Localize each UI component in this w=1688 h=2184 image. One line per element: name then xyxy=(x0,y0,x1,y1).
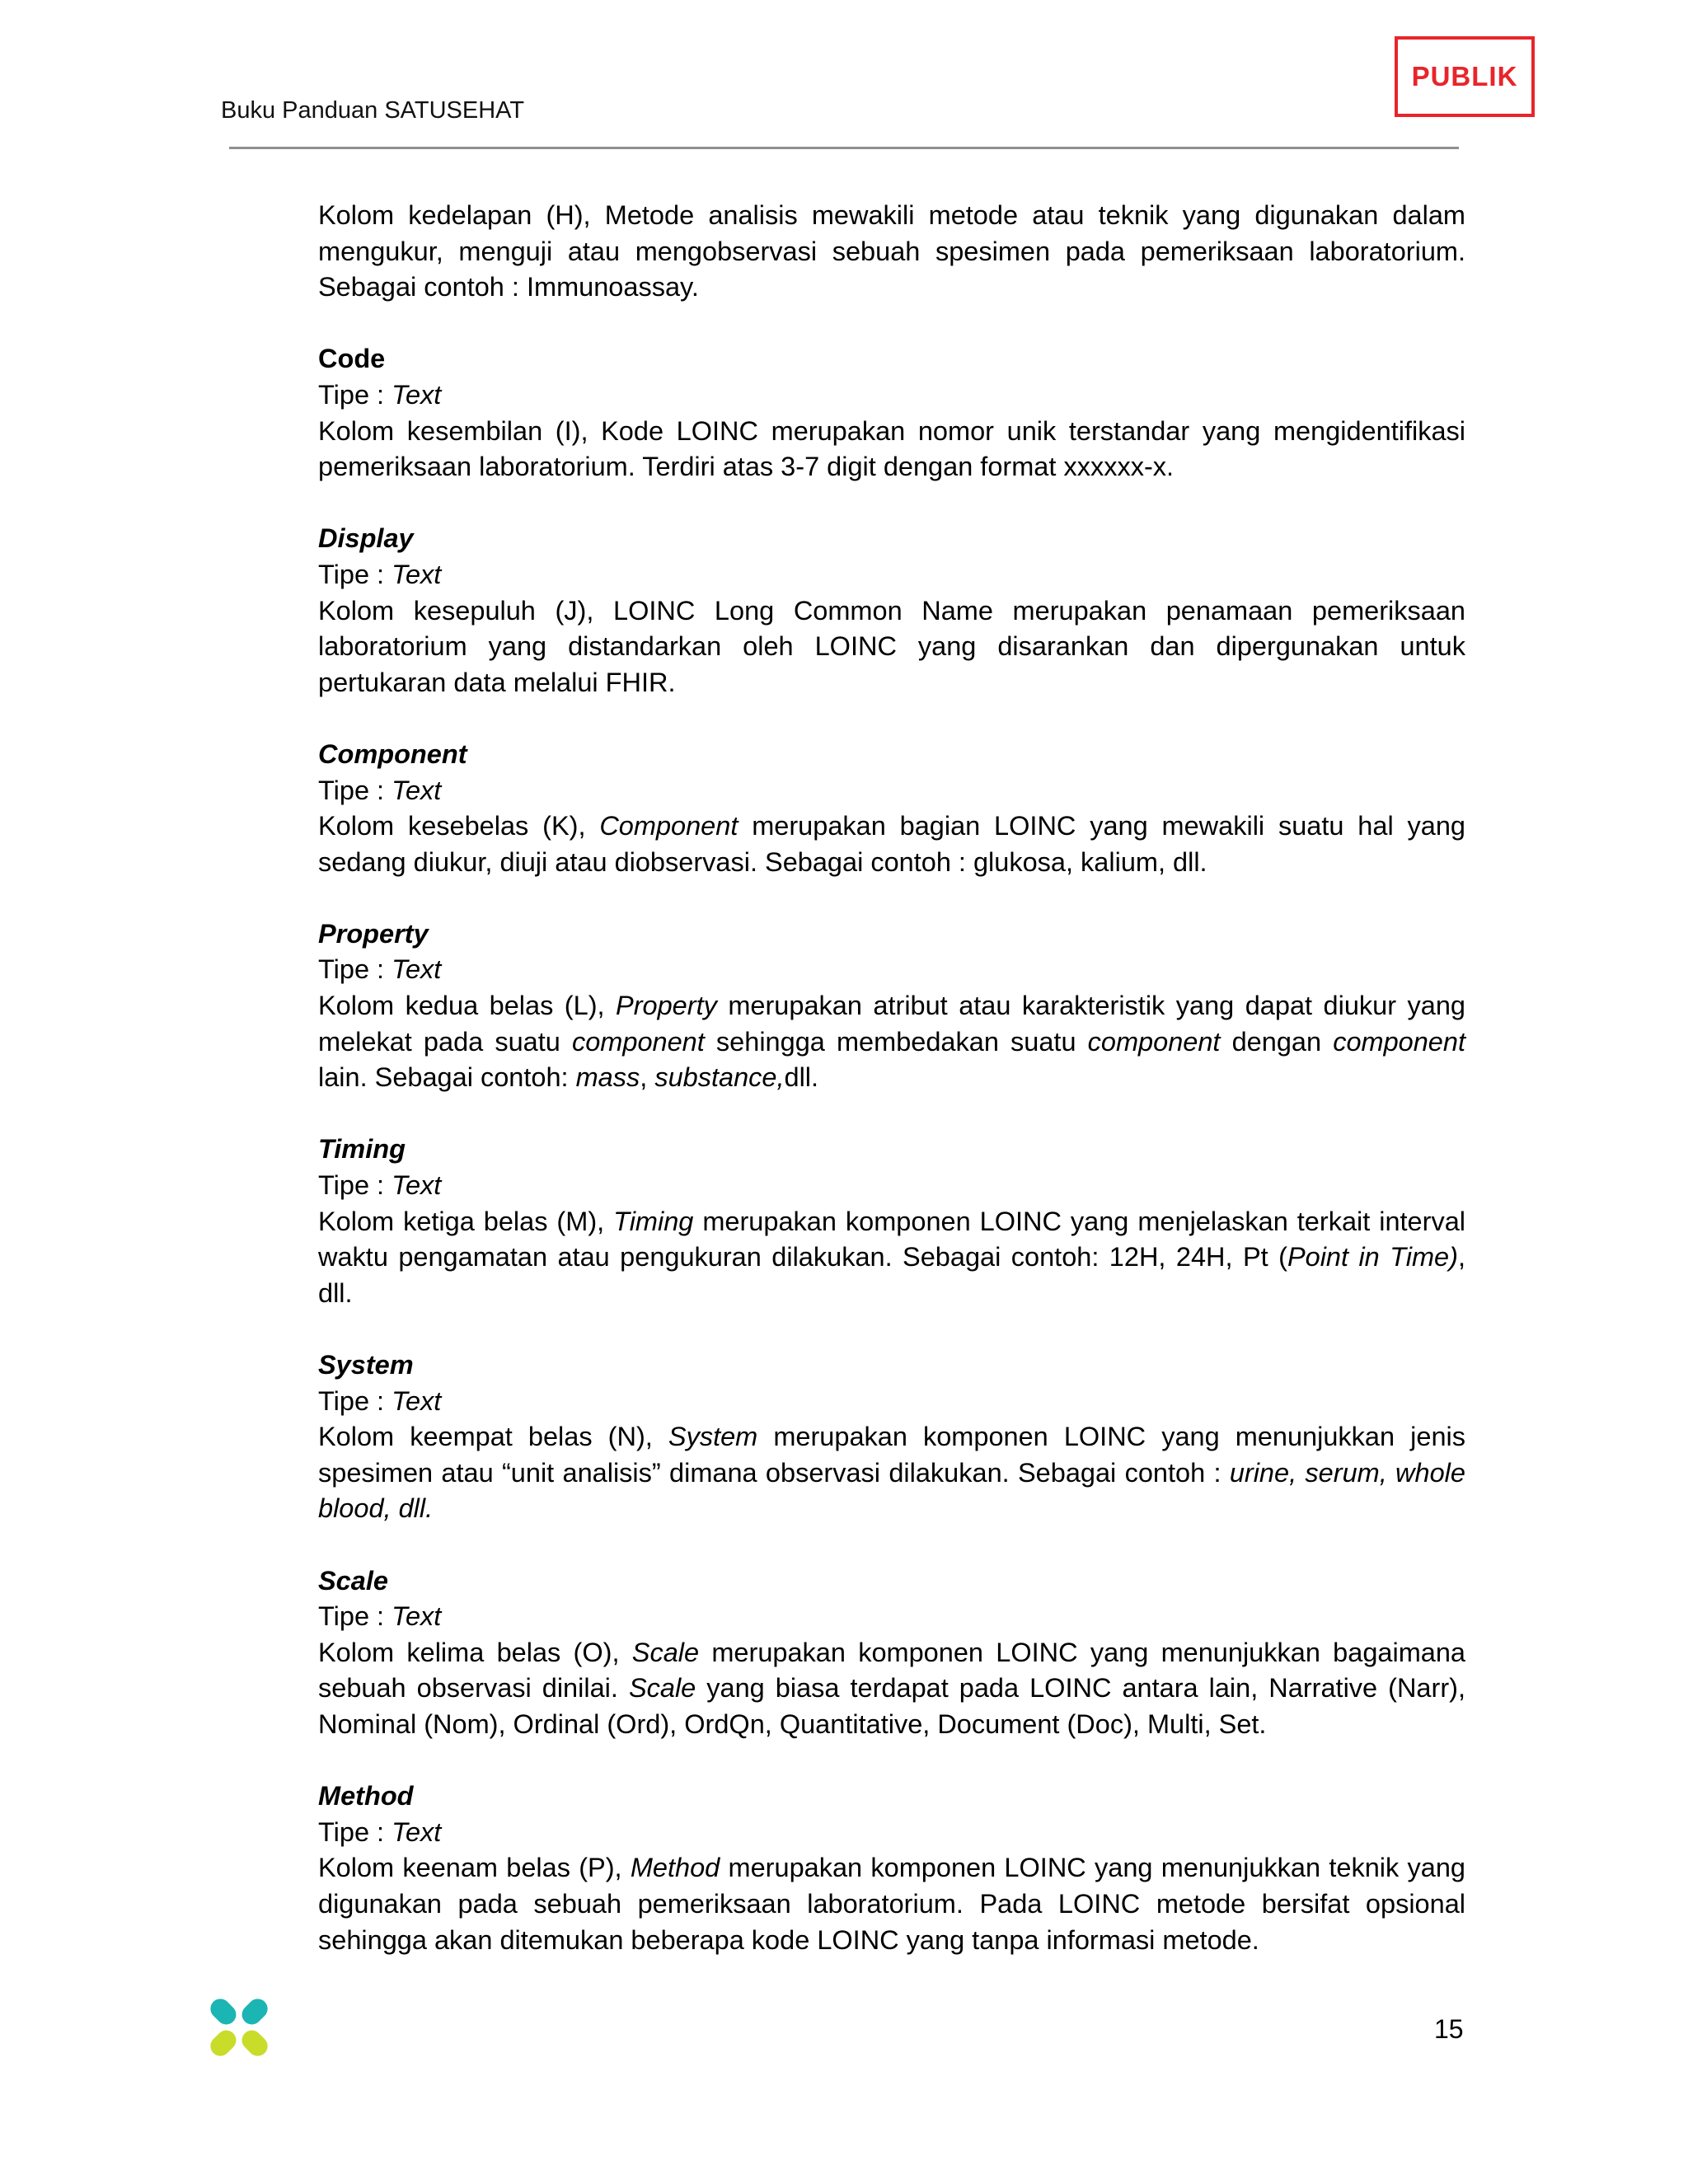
section-description xyxy=(318,988,1465,1096)
section-component xyxy=(318,737,1465,880)
text-run: sehingga membedakan suatu xyxy=(704,1026,1088,1057)
section-description xyxy=(318,1850,1465,1958)
section-heading: Timing xyxy=(318,1134,406,1165)
italic-term: Property xyxy=(616,991,717,1021)
text-run: merupakan komponen LOINC yang menjelaskan terkait interval waktu pengamatan atau pengukuran dilakukan. Sebagai contoh: 12H, 24H, Pt ( xyxy=(318,1206,1465,1272)
section-scale xyxy=(318,1563,1465,1743)
section-code xyxy=(318,341,1465,485)
section-property xyxy=(318,916,1465,1096)
italic-term: mass xyxy=(575,1062,640,1093)
type-label: Tipe : xyxy=(318,1601,392,1632)
type-label: Tipe : xyxy=(318,1170,392,1201)
text-run: Kolom kedua belas (L), xyxy=(318,991,617,1021)
header-divider xyxy=(229,147,1459,149)
type-label: Tipe : xyxy=(318,559,392,589)
text-run: Kolom kesebelas (K), xyxy=(318,811,600,841)
section-heading: Display xyxy=(318,523,414,554)
italic-term: component xyxy=(571,1026,705,1057)
document-header-title: Buku Panduan SATUSEHAT xyxy=(221,97,525,124)
italic-term: System xyxy=(668,1422,758,1452)
section-description xyxy=(318,1204,1465,1312)
italic-term: Scale xyxy=(631,1637,700,1667)
text-run: dengan xyxy=(1220,1026,1334,1057)
type-value: Text xyxy=(392,1816,442,1847)
italic-term: Point in Time) xyxy=(1287,1242,1458,1272)
text-run: Kolom keempat belas (N), xyxy=(318,1422,668,1452)
type-line xyxy=(318,1599,1465,1635)
page-content xyxy=(318,198,1465,1958)
type-line xyxy=(318,773,1465,809)
section-description: Kolom kesepuluh (J), LOINC Long Common Name merupakan penamaan pemeriksaan laboratorium yang distandarkan oleh LOINC yang disarankan dan dipergunakan untuk pertukaran data melalui FHIR. xyxy=(318,595,1465,697)
section-timing xyxy=(318,1132,1465,1311)
intro-paragraph: Kolom kedelapan (H), Metode analisis mewakili metode atau teknik yang digunakan dalam mengukur, menguji atau mengobservasi sebuah spesimen pada pemeriksaan laboratorium. Sebagai contoh : Immunoassay. xyxy=(318,200,1465,302)
type-value: Text xyxy=(392,775,442,805)
section-heading: Property xyxy=(318,918,429,949)
section-description xyxy=(318,1635,1465,1743)
text-run: Kolom kelima belas (O), xyxy=(318,1637,632,1667)
text-run: merupakan bagian LOINC yang mewakili suatu hal yang sedang diukur, diuji atau diobservasi. Sebagai contoh : glukosa, kalium, dll. xyxy=(318,811,1465,877)
page-number: 15 xyxy=(1434,2014,1464,2044)
section-heading: System xyxy=(318,1350,414,1380)
type-value: Text xyxy=(392,1385,442,1416)
type-line xyxy=(318,377,1465,414)
text-run: yang biasa terdapat pada LOINC antara lain, Narrative (Narr), Nominal (Nom), Ordinal (Ord), OrdQn, Quantitative, Document (Doc), Multi, Set. xyxy=(318,1673,1465,1739)
text-run: dll. xyxy=(784,1062,819,1093)
italic-term: Component xyxy=(599,811,738,841)
italic-term: substance, xyxy=(654,1062,785,1093)
italic-term: Method xyxy=(630,1853,720,1883)
type-label: Tipe : xyxy=(318,1385,392,1416)
type-line xyxy=(318,557,1465,593)
italic-term: urine, serum, whole blood, dll. xyxy=(318,1457,1465,1524)
type-label: Tipe : xyxy=(318,379,392,410)
type-value: Text xyxy=(392,559,442,589)
section-system xyxy=(318,1347,1465,1527)
text-run: merupakan atribut atau karakteristik yang dapat diukur yang melekat pada suatu xyxy=(318,991,1465,1057)
text-run: Kolom keenam belas (P), xyxy=(318,1853,631,1883)
type-label: Tipe : xyxy=(318,1816,392,1847)
italic-term: Scale xyxy=(628,1673,696,1704)
italic-term: component xyxy=(1087,1026,1221,1057)
type-value: Text xyxy=(392,1601,442,1632)
section-description: Kolom kesembilan (I), Kode LOINC merupakan nomor unik terstandar yang mengidentifikasi pemeriksaan laboratorium. Terdiri atas 3-7 digit dengan format xxxxxx-x. xyxy=(318,415,1465,482)
classification-badge: PUBLIK xyxy=(1395,36,1535,117)
type-value: Text xyxy=(392,1170,442,1201)
text-run: lain. Sebagai contoh: xyxy=(318,1062,576,1093)
type-line xyxy=(318,1168,1465,1204)
section-heading: Code xyxy=(318,344,386,374)
type-label: Tipe : xyxy=(318,954,392,985)
text-run: merupakan komponen LOINC yang menunjukkan teknik yang digunakan pada sebuah pemeriksaan laboratorium. Pada LOINC metode bersifat opsional sehingga akan ditemukan beberapa kode LOINC yang tanpa informasi metode. xyxy=(318,1853,1465,1955)
italic-term: Timing xyxy=(613,1206,694,1236)
section-method xyxy=(318,1779,1465,1958)
section-description xyxy=(318,808,1465,880)
text-run: merupakan komponen LOINC yang menunjukkan bagaimana sebuah observasi dinilai. xyxy=(318,1637,1465,1704)
type-value: Text xyxy=(392,954,442,985)
kemenkes-logo-icon xyxy=(198,1986,280,2069)
text-run: , xyxy=(640,1062,655,1093)
text-run: Kolom ketiga belas (M), xyxy=(318,1206,614,1236)
text-run: , dll. xyxy=(318,1242,1465,1308)
type-line xyxy=(318,1815,1465,1851)
type-value: Text xyxy=(392,379,442,410)
section-display xyxy=(318,521,1465,701)
section-heading: Scale xyxy=(318,1565,388,1596)
section-description xyxy=(318,1419,1465,1527)
italic-term: component xyxy=(1333,1026,1465,1057)
section-heading: Component xyxy=(318,738,467,769)
type-line xyxy=(318,1384,1465,1420)
section-heading: Method xyxy=(318,1781,414,1811)
type-line xyxy=(318,952,1465,988)
text-run: merupakan komponen LOINC yang menunjukkan jenis spesimen atau “unit analisis” dimana observasi dilakukan. Sebagai contoh : xyxy=(318,1422,1465,1488)
type-label: Tipe : xyxy=(318,775,392,805)
